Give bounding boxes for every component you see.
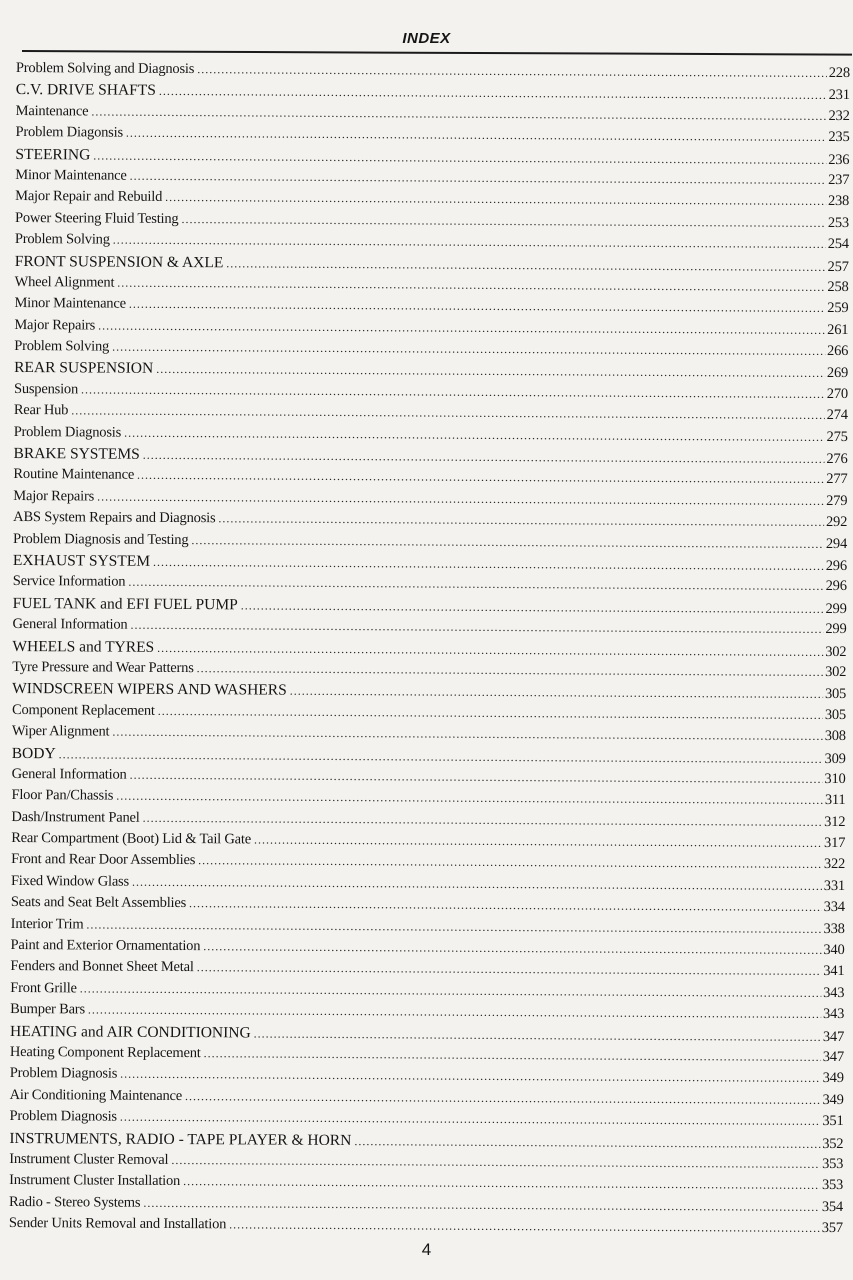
entry-title: Maintenance [15, 102, 89, 120]
entry-page-number: 275 [826, 428, 848, 445]
entry-page-number: 310 [824, 770, 846, 787]
entry-title: ABS System Repairs and Diagnosis [13, 509, 216, 527]
entry-title: HEATING and AIR CONDITIONING [10, 1022, 251, 1042]
entry-page-number: 311 [824, 792, 846, 809]
entry-page-number: 322 [823, 856, 846, 873]
dot-leader [197, 658, 824, 683]
entry-title: Problem Solving [14, 338, 110, 355]
entry-title: Problem Diagonsis [15, 124, 123, 141]
entry-page-number: 270 [826, 385, 849, 402]
entry-title: Rear Hub [13, 402, 69, 419]
entry-page-number: 238 [827, 193, 850, 210]
entry-title: Floor Pan/Chassis [11, 787, 114, 804]
entry-title: WHEELS and TYRES [12, 637, 155, 656]
entry-page-number: 258 [827, 278, 849, 295]
entry-page-number: 353 [822, 1155, 844, 1172]
header-rule [22, 50, 852, 56]
dot-leader [124, 422, 825, 448]
entry-title: Minor Maintenance [15, 166, 127, 184]
entry-page-number: 308 [824, 728, 846, 745]
entry-page-number: 296 [825, 557, 847, 575]
entry-page-number: 292 [825, 514, 848, 531]
entry-title: Problem Diagnosis and Testing [13, 530, 189, 548]
entry-title: Service Information [12, 573, 126, 591]
entry-title: Rear Compartment (Boot) Lid & Tail Gate [11, 830, 252, 848]
entry-page-number: 351 [822, 1113, 844, 1130]
entry-page-number: 257 [827, 258, 849, 275]
entry-page-number: 352 [822, 1135, 844, 1152]
entry-title: WINDSCREEN WIPERS AND WASHERS [12, 680, 287, 699]
entry-title: Problem Diagnosis [13, 423, 122, 441]
entry-title: Problem Solving [14, 231, 110, 248]
entry-page-number: 296 [825, 578, 847, 595]
entry-page-number: 357 [821, 1220, 843, 1237]
entry-title: Problem Solving and Diagnosis [15, 59, 195, 78]
entry-title: Major Repairs [14, 316, 96, 334]
index-list [9, 58, 850, 1240]
entry-title: STEERING [15, 145, 91, 164]
entry-page-number: 343 [823, 984, 845, 1001]
entry-page-number: 277 [826, 471, 848, 488]
entry-page-number: 317 [824, 835, 846, 852]
entry-title: Fixed Window Glass [10, 872, 130, 890]
entry-page-number: 279 [826, 492, 848, 509]
entry-page-number: 302 [825, 643, 847, 660]
entry-page-number: 235 [828, 129, 850, 146]
entry-page-number: 309 [824, 750, 846, 767]
entry-page-number: 305 [824, 706, 847, 723]
entry-title: BODY [11, 744, 56, 762]
entry-page-number: 276 [826, 450, 848, 468]
entry-page-number: 259 [827, 300, 849, 317]
entry-page-number: 338 [823, 920, 845, 937]
entry-page-number: 294 [825, 535, 848, 552]
entry-page-number: 331 [823, 877, 846, 894]
entry-title: Heating Component Replacement [9, 1043, 201, 1062]
entry-title: Component Replacement [11, 701, 155, 719]
entry-title: Sender Units Removal and Installation [8, 1215, 227, 1233]
dot-leader [191, 530, 824, 555]
entry-title: Wheel Alignment [14, 273, 115, 291]
entry-title: Suspension [13, 380, 79, 398]
entry-title: Front Grille [10, 979, 77, 997]
entry-page-number: 305 [824, 686, 847, 703]
entry-title: Paint and Exterior Ornamentation [10, 936, 201, 955]
entry-title: C.V. DRIVE SHAFTS [15, 81, 156, 100]
entry-page-number: 312 [824, 813, 846, 830]
entry-title: Wiper Alignment [11, 723, 110, 740]
entry-title: General Information [12, 616, 128, 633]
entry-page-number: 253 [827, 214, 850, 231]
entry-title: Minor Maintenance [14, 295, 126, 312]
entry-title: Instrument Cluster Installation [9, 1172, 181, 1190]
entry-title: Radio - Stereo Systems [8, 1193, 141, 1211]
entry-title: Seats and Seat Belt Assemblies [10, 894, 187, 912]
entry-title: Major Repairs [13, 487, 95, 505]
entry-title: BRAKE SYSTEMS [13, 445, 140, 463]
entry-title: FUEL TANK and EFI FUEL PUMP [12, 594, 238, 614]
entry-title: Dash/Instrument Panel [11, 808, 140, 826]
entry-page-number: 340 [823, 941, 845, 959]
entry-title: Fenders and Bonnet Sheet Metal [10, 958, 194, 976]
entry-page-number: 269 [826, 365, 849, 382]
dot-leader [126, 123, 827, 149]
entry-page-number: 343 [822, 1006, 845, 1023]
entry-page-number: 274 [826, 407, 848, 424]
entry-title: Bumper Bars [10, 1001, 85, 1018]
dot-leader [197, 59, 827, 84]
entry-page-number: 261 [827, 321, 849, 338]
dot-leader [112, 337, 825, 363]
entry-title: Tyre Pressure and Wear Patterns [12, 658, 194, 677]
entry-page-number: 347 [822, 1028, 845, 1045]
entry-title: General Information [11, 765, 127, 783]
entry-title: EXHAUST SYSTEM [12, 551, 151, 570]
dot-leader [112, 722, 822, 748]
entry-page-number: 237 [828, 171, 850, 189]
entry-title: Power Steering Fluid Testing [14, 209, 179, 227]
entry-page-number: 353 [821, 1177, 844, 1194]
entry-page-number: 334 [823, 899, 845, 916]
page-number: 4 [421, 1240, 432, 1259]
entry-title: Routine Maintenance [13, 466, 135, 484]
entry-title: Problem Diagnosis [9, 1065, 118, 1082]
entry-page-number: 236 [828, 151, 850, 168]
entry-title: Problem Diagnosis [9, 1108, 117, 1125]
entry-page-number: 347 [822, 1048, 844, 1066]
entry-title: Major Repair and Rebuild [15, 188, 163, 206]
entry-page-number: 354 [821, 1198, 844, 1215]
dot-leader [229, 1214, 820, 1239]
entry-page-number: 232 [828, 107, 850, 124]
entry-page-number: 228 [828, 64, 850, 82]
entry-page-number: 302 [825, 663, 847, 681]
page-header: INDEX [402, 30, 451, 47]
entry-page-number: 349 [822, 1070, 844, 1087]
index-entry [9, 1213, 843, 1239]
entry-page-number: 299 [825, 621, 847, 638]
entry-title: Front and Rear Door Assemblies [11, 851, 196, 869]
entry-page-number: 299 [825, 600, 847, 617]
entry-page-number: 254 [827, 236, 849, 253]
entry-page-number: 266 [827, 343, 849, 360]
entry-title: Air Conditioning Maintenance [9, 1086, 183, 1104]
entry-page-number: 349 [822, 1091, 844, 1108]
entry-title: FRONT SUSPENSION & AXLE [14, 252, 224, 271]
entry-page-number: 231 [828, 87, 850, 104]
dot-leader [130, 615, 823, 641]
entry-title: INSTRUMENTS, RADIO - TAPE PLAYER & HORN [9, 1129, 352, 1149]
entry-title: REAR SUSPENSION [14, 359, 154, 378]
entry-page-number: 341 [823, 963, 845, 980]
entry-title: Instrument Cluster Removal [9, 1150, 169, 1168]
entry-title: Interior Trim [10, 915, 84, 933]
